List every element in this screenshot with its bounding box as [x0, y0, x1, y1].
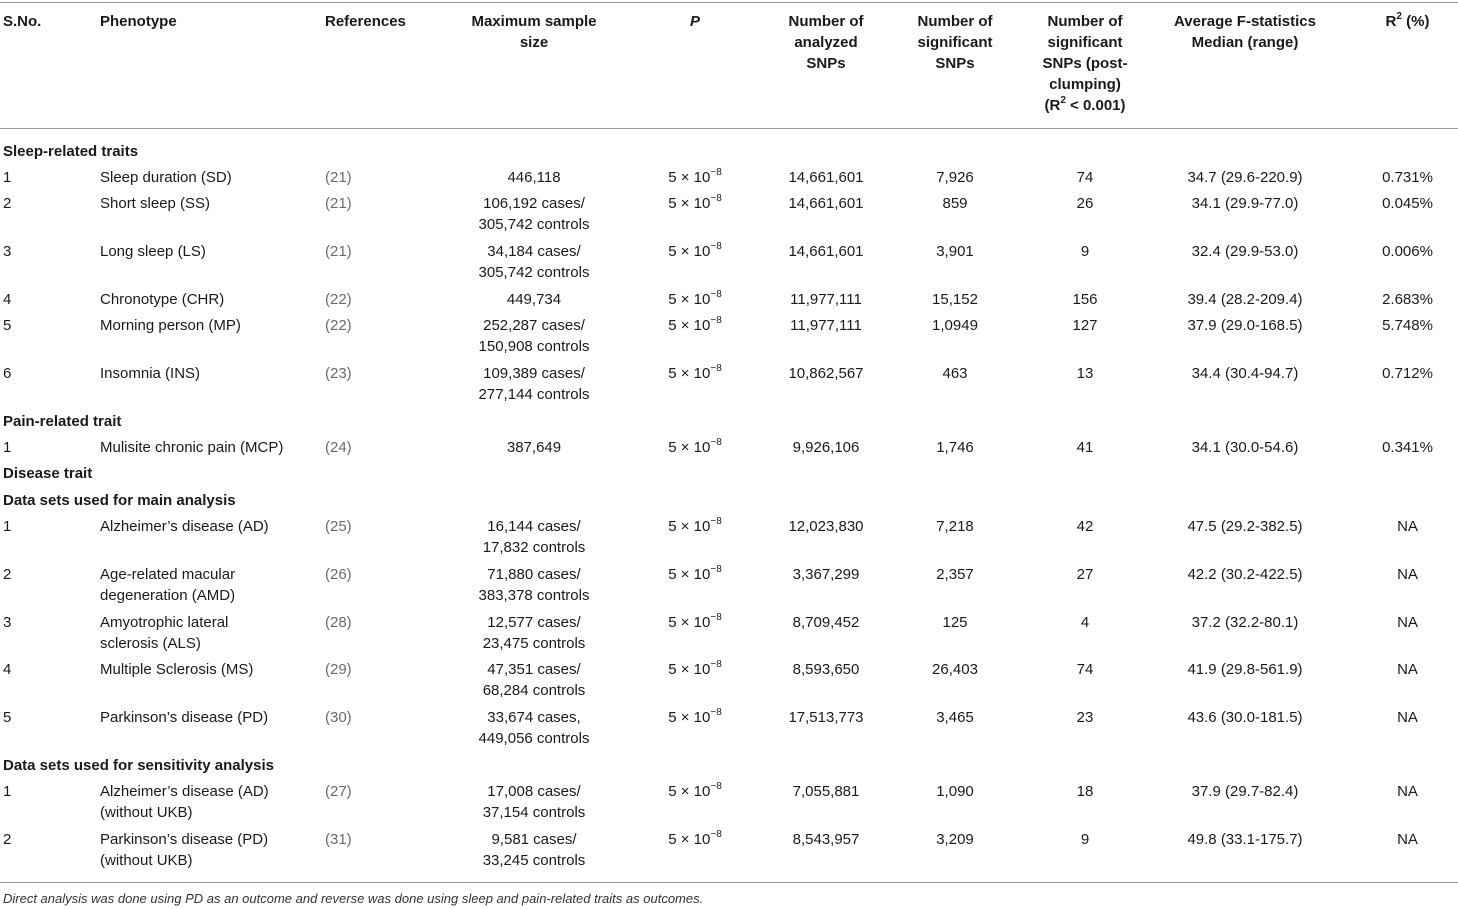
cell-sno: 1 — [3, 169, 12, 186]
cell-r2: NA — [1397, 709, 1418, 726]
cell-phenotype: Chronotype (CHR) — [100, 291, 225, 308]
cell-sample-size: 71,880 cases/ 383,378 controls — [478, 566, 590, 604]
cell-post-clumping: 23 — [1076, 709, 1094, 726]
cell-significant-snps: 1,746 — [936, 439, 974, 456]
cell-reference: (21) — [325, 243, 352, 260]
cell-reference: (31) — [325, 831, 352, 848]
cell-analyzed-snps: 11,977,111 — [790, 291, 862, 308]
cell-f-statistics: 42.2 (30.2-422.5) — [1187, 566, 1303, 583]
cell-reference: (28) — [325, 614, 352, 631]
cell-f-statistics: 37.9 (29.7-82.4) — [1191, 783, 1299, 800]
cell-r2: 5.748% — [1382, 317, 1433, 334]
cell-post-clumping: 41 — [1076, 439, 1094, 456]
cell-p-threshold: $5 \times 10^{-8}$ — [668, 167, 722, 186]
header-rule — [0, 128, 1458, 129]
cell-sno: 2 — [3, 566, 12, 583]
cell-significant-snps: 15,152 — [932, 291, 978, 308]
cell-r2: 0.341% — [1382, 439, 1433, 456]
cell-p-threshold: $5 \times 10^{-8}$ — [668, 781, 722, 800]
header-references: References — [325, 13, 406, 30]
header-post-clumping: Number of significant SNPs (post- clumping) $(R^2 < 0.001)$ — [1042, 13, 1128, 114]
cell-analyzed-snps: 8,543,957 — [792, 831, 860, 848]
cell-post-clumping: 13 — [1076, 365, 1094, 382]
cell-reference: (23) — [325, 365, 352, 382]
cell-f-statistics: 37.2 (32.2-80.1) — [1191, 614, 1299, 631]
section-disease-trait: Disease trait — [3, 465, 93, 482]
cell-sample-size: 109,389 cases/ 277,144 controls — [478, 365, 590, 403]
cell-analyzed-snps: 14,661,601 — [788, 169, 864, 186]
cell-analyzed-snps: 17,513,773 — [788, 709, 864, 726]
cell-significant-snps: 7,218 — [936, 518, 974, 535]
cell-f-statistics: 32.4 (29.9-53.0) — [1191, 243, 1299, 260]
cell-f-statistics: 43.6 (30.0-181.5) — [1187, 709, 1303, 726]
cell-p-threshold: $5 \times 10^{-8}$ — [668, 437, 722, 456]
cell-sample-size: 252,287 cases/ 150,908 controls — [478, 317, 590, 355]
cell-analyzed-snps: 8,709,452 — [792, 614, 860, 631]
cell-f-statistics: 49.8 (33.1-175.7) — [1187, 831, 1303, 848]
cell-p-threshold: $5 \times 10^{-8}$ — [668, 289, 722, 308]
cell-reference: (29) — [325, 661, 352, 678]
cell-reference: (21) — [325, 169, 352, 186]
cell-phenotype: Mulisite chronic pain (MCP) — [100, 439, 284, 456]
cell-p-threshold: $5 \times 10^{-8}$ — [668, 659, 722, 678]
header-phenotype: Phenotype — [100, 13, 177, 30]
cell-phenotype: Insomnia (INS) — [100, 365, 201, 382]
cell-phenotype: Alzheimer’s disease (AD) (without UKB) — [100, 783, 269, 821]
cell-r2: NA — [1397, 518, 1418, 535]
cell-p-threshold: $5 \times 10^{-8}$ — [668, 193, 722, 212]
cell-significant-snps: 463 — [942, 365, 968, 382]
cell-sno: 2 — [3, 831, 12, 848]
cell-significant-snps: 3,209 — [936, 831, 974, 848]
cell-post-clumping: 26 — [1076, 195, 1094, 212]
cell-sno: 1 — [3, 783, 12, 800]
cell-f-statistics: 34.7 (29.6-220.9) — [1187, 169, 1303, 186]
cell-r2: 0.006% — [1382, 243, 1433, 260]
header-analyzed-snps: Number of analyzed SNPs — [788, 13, 864, 72]
section-sensitivity-analysis: Data sets used for sensitivity analysis — [3, 757, 274, 774]
header-f-statistics: Average F-statistics Median (range) — [1173, 13, 1316, 51]
cell-analyzed-snps: 3,367,299 — [792, 566, 860, 583]
cell-post-clumping: 4 — [1080, 614, 1090, 631]
cell-significant-snps: 125 — [942, 614, 968, 631]
cell-post-clumping: 9 — [1080, 243, 1090, 260]
header-sample-size: Maximum sample size — [471, 13, 597, 51]
cell-reference: (21) — [325, 195, 352, 212]
cell-reference: (22) — [325, 317, 352, 334]
cell-phenotype: Age-related macular degeneration (AMD) — [100, 566, 236, 604]
cell-phenotype: Multiple Sclerosis (MS) — [100, 661, 254, 678]
cell-phenotype: Parkinson’s disease (PD) (without UKB) — [100, 831, 269, 869]
cell-r2: 0.731% — [1382, 169, 1433, 186]
cell-r2: 0.045% — [1382, 195, 1433, 212]
cell-phenotype: Parkinson’s disease (PD) — [100, 709, 269, 726]
cell-post-clumping: 74 — [1076, 661, 1094, 678]
cell-sno: 4 — [3, 661, 12, 678]
cell-sno: 3 — [3, 614, 12, 631]
cell-reference: (22) — [325, 291, 352, 308]
cell-f-statistics: 41.9 (29.8-561.9) — [1187, 661, 1303, 678]
cell-sample-size: 17,008 cases/ 37,154 controls — [482, 783, 586, 821]
cell-phenotype: Short sleep (SS) — [100, 195, 211, 212]
cell-sample-size: 33,674 cases, 449,056 controls — [478, 709, 590, 747]
cell-post-clumping: 74 — [1076, 169, 1094, 186]
cell-sample-size: 12,577 cases/ 23,475 controls — [482, 614, 586, 652]
cell-f-statistics: 47.5 (29.2-382.5) — [1187, 518, 1303, 535]
cell-sno: 1 — [3, 518, 12, 535]
section-sleep-related: Sleep-related traits — [3, 143, 139, 160]
header-p: P — [689, 13, 700, 30]
cell-f-statistics: 37.9 (29.0-168.5) — [1187, 317, 1303, 334]
cell-sample-size: 16,144 cases/ 17,832 controls — [482, 518, 586, 556]
cell-significant-snps: 859 — [942, 195, 968, 212]
cell-sample-size: 387,649 — [506, 439, 562, 456]
cell-r2: NA — [1397, 661, 1418, 678]
top-rule — [0, 2, 1458, 3]
cell-sno: 6 — [3, 365, 12, 382]
cell-reference: (24) — [325, 439, 352, 456]
cell-post-clumping: 9 — [1080, 831, 1090, 848]
cell-sno: 5 — [3, 709, 12, 726]
cell-analyzed-snps: 14,661,601 — [788, 195, 864, 212]
cell-analyzed-snps: 8,593,650 — [792, 661, 860, 678]
header-sno: S.No. — [3, 13, 42, 30]
cell-significant-snps: 7,926 — [936, 169, 974, 186]
cell-significant-snps: 3,901 — [936, 243, 974, 260]
cell-sample-size: 9,581 cases/ 33,245 controls — [482, 831, 586, 869]
cell-r2: NA — [1397, 783, 1418, 800]
cell-f-statistics: 34.1 (29.9-77.0) — [1191, 195, 1299, 212]
cell-p-threshold: $5 \times 10^{-8}$ — [668, 829, 722, 848]
cell-r2: NA — [1397, 831, 1418, 848]
cell-analyzed-snps: 7,055,881 — [792, 783, 860, 800]
cell-sample-size: 106,192 cases/ 305,742 controls — [478, 195, 590, 233]
cell-significant-snps: 2,357 — [936, 566, 974, 583]
bottom-rule — [0, 882, 1458, 883]
cell-reference: (25) — [325, 518, 352, 535]
cell-phenotype: Long sleep (LS) — [100, 243, 206, 260]
cell-phenotype: Amyotrophic lateral sclerosis (ALS) — [100, 614, 229, 652]
section-main-analysis: Data sets used for main analysis — [3, 492, 236, 509]
cell-sno: 4 — [3, 291, 12, 308]
cell-post-clumping: 27 — [1076, 566, 1094, 583]
cell-analyzed-snps: 14,661,601 — [788, 243, 864, 260]
table-footnote: Direct analysis was done using PD as an outcome and reverse was done using sleep and pain-related traits as outcomes. — [3, 891, 704, 906]
cell-post-clumping: 156 — [1072, 291, 1098, 308]
header-r2: $R^2$ (%) — [1385, 11, 1430, 30]
cell-significant-snps: 1,0949 — [932, 317, 978, 334]
cell-p-threshold: $5 \times 10^{-8}$ — [668, 564, 722, 583]
cell-f-statistics: 34.4 (30.4-94.7) — [1191, 365, 1299, 382]
section-pain-related: Pain-related trait — [3, 413, 122, 430]
cell-phenotype: Morning person (MP) — [100, 317, 241, 334]
cell-phenotype: Sleep duration (SD) — [100, 169, 232, 186]
cell-reference: (26) — [325, 566, 352, 583]
cell-significant-snps: 3,465 — [936, 709, 974, 726]
cell-r2: 2.683% — [1382, 291, 1433, 308]
cell-p-threshold: $5 \times 10^{-8}$ — [668, 707, 722, 726]
cell-analyzed-snps: 11,977,111 — [790, 317, 862, 334]
cell-reference: (27) — [325, 783, 352, 800]
cell-sample-size: 34,184 cases/ 305,742 controls — [478, 243, 590, 281]
cell-sno: 2 — [3, 195, 12, 212]
cell-sample-size: 446,118 — [507, 169, 561, 186]
cell-r2: 0.712% — [1382, 365, 1433, 382]
cell-analyzed-snps: 9,926,106 — [792, 439, 860, 456]
cell-f-statistics: 34.1 (30.0-54.6) — [1191, 439, 1299, 456]
cell-p-threshold: $5 \times 10^{-8}$ — [668, 516, 722, 535]
cell-p-threshold: $5 \times 10^{-8}$ — [668, 315, 722, 334]
cell-r2: NA — [1397, 614, 1418, 631]
cell-p-threshold: $5 \times 10^{-8}$ — [668, 241, 722, 260]
header-significant-snps: Number of significant SNPs — [917, 13, 993, 72]
cell-phenotype: Alzheimer’s disease (AD) — [100, 518, 269, 535]
cell-sample-size: 449,734 — [506, 291, 562, 308]
cell-sno: 3 — [3, 243, 12, 260]
cell-significant-snps: 1,090 — [936, 783, 974, 800]
cell-analyzed-snps: 10,862,567 — [788, 365, 864, 382]
cell-f-statistics: 39.4 (28.2-209.4) — [1187, 291, 1303, 308]
cell-sample-size: 47,351 cases/ 68,284 controls — [482, 661, 586, 699]
cell-sno: 5 — [3, 317, 12, 334]
cell-reference: (30) — [325, 709, 352, 726]
cell-r2: NA — [1397, 566, 1418, 583]
cell-sno: 1 — [3, 439, 12, 456]
cell-post-clumping: 18 — [1076, 783, 1094, 800]
cell-post-clumping: 42 — [1076, 518, 1094, 535]
cell-p-threshold: $5 \times 10^{-8}$ — [668, 363, 722, 382]
cell-analyzed-snps: 12,023,830 — [788, 518, 864, 535]
cell-p-threshold: $5 \times 10^{-8}$ — [668, 612, 722, 631]
cell-significant-snps: 26,403 — [932, 661, 978, 678]
cell-post-clumping: 127 — [1072, 317, 1098, 334]
